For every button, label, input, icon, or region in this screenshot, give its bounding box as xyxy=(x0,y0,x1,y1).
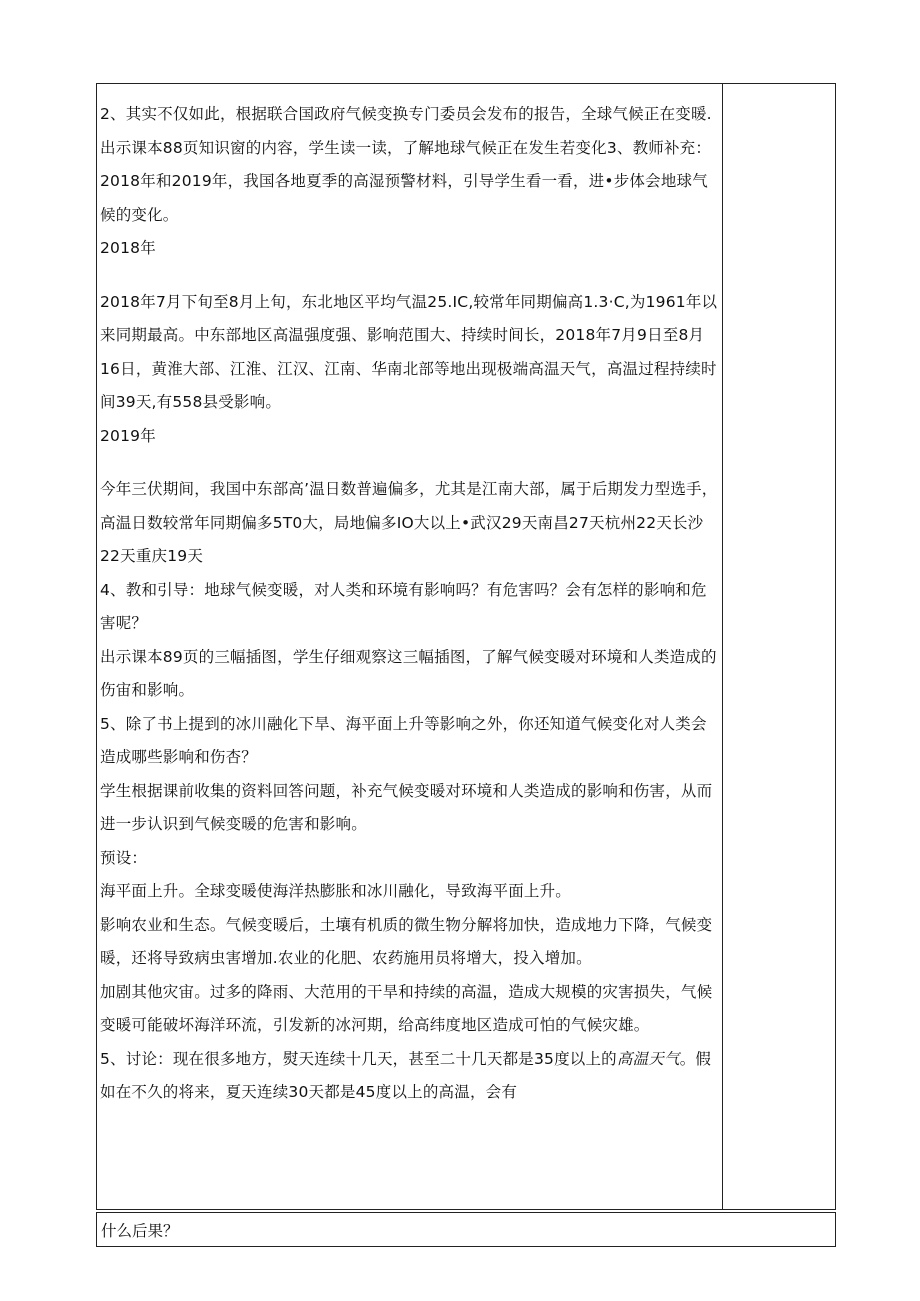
heading-2018: 2018年 xyxy=(100,239,156,257)
paragraph-discussion xyxy=(100,1043,720,1110)
continuation-row xyxy=(96,1212,836,1247)
paragraph-preset-label: 预设： xyxy=(100,848,148,867)
discussion-italic: 高温天气 xyxy=(616,1049,680,1068)
column-divider xyxy=(722,83,723,1210)
paragraph-knowledge-window: 出示课本88页知识窗的内容，学生读一读，了解地球气候正在发生若变化3、教师补充：2018年和2019年，我国各地夏季的高湿预警材料，引导学生看一看，进•步体会地球气候的变化。 xyxy=(100,138,712,224)
paragraph-point-5: 5、除了书上提到的冰川融化下旱、海平面上升等影响之外，你还知道气候变化对人类会造成哪些影响和伤杏？ xyxy=(100,714,707,766)
discussion-text-1: 5、讨论：现在很多地方，熨天连续十几天，甚至二十几天都是35度以上的 xyxy=(100,1049,617,1068)
paragraph-student-answers: 学生根据课前收集的资料回答问题，补充气候变暖对环境和人类造成的影响和伤害，从而进一步认识到气候变暖的危害和影响。 xyxy=(100,781,713,833)
paragraph-point-4: 4、教和引导：地球气候变暖，对人类和环境有影响吗？有危害吗？会有怎样的影响和危害呢？ xyxy=(100,580,707,632)
paragraph-sea-level: 海平面上升。全球变暖使海洋热膨胀和冰川融化，导致海平面上升。 xyxy=(100,882,572,900)
paragraph-2018-details: 2018年7月下旬至8月上旬，东北地区平均气温25.IC,较常年同期偏高1.3·C,为1961年以来同期最高。中东部地区高温强度强、影响范围大、持续时间长，2018年7月9日至8月16日，黄淮大部、江淮、江汉、江南、华南北部等地出现极端高温天气，高温过程持续时间39天,有558县受影响。 xyxy=(100,292,718,411)
paragraph-illustrations: 出示课本89页的三幅插图，学生仔细观察这三幅插图，了解气候变暖对环境和人类造成的伤宙和影响。 xyxy=(100,647,717,699)
paragraph-point-2: 2、其实不仅如此，根据联合国政府气候变换专门委员会发布的报告，全球气候正在变暖. xyxy=(100,105,712,123)
continuation-text: 什么后果？ xyxy=(101,1222,179,1240)
discussion-text-2: 。假如在不久的将来，夏天连续30天都是45度以上的高温，会有 xyxy=(100,1049,712,1101)
paragraph-disasters: 加剧其他灾宙。过多的降雨、大范用的干旱和持续的高温，造成大规模的灾害损失，气候变暖可能破坏海洋环流，引发新的冰河期，给高纬度地区造成可怕的气候灾雄。 xyxy=(100,982,713,1034)
paragraph-agriculture: 影响农业和生态。气候变暖后，土壤有机质的微生物分解将加快，造成地力下降，气候变暖，还将导致病虫害增加.农业的化肥、农药施用员将增大，投入增加。 xyxy=(100,915,713,967)
heading-2019: 2019年 xyxy=(100,426,156,445)
paragraph-2019-details: 今年三伏期间，我国中东部高’温日数普遍偏多，尤其是江南大部，属于后期发力型选手，高温日数较常年同期偏多5T0大，局地偏多IO大以上•武汉29天南昌27天杭州22天长沙22天重庆19天 xyxy=(100,480,718,565)
lesson-content xyxy=(100,98,720,1110)
